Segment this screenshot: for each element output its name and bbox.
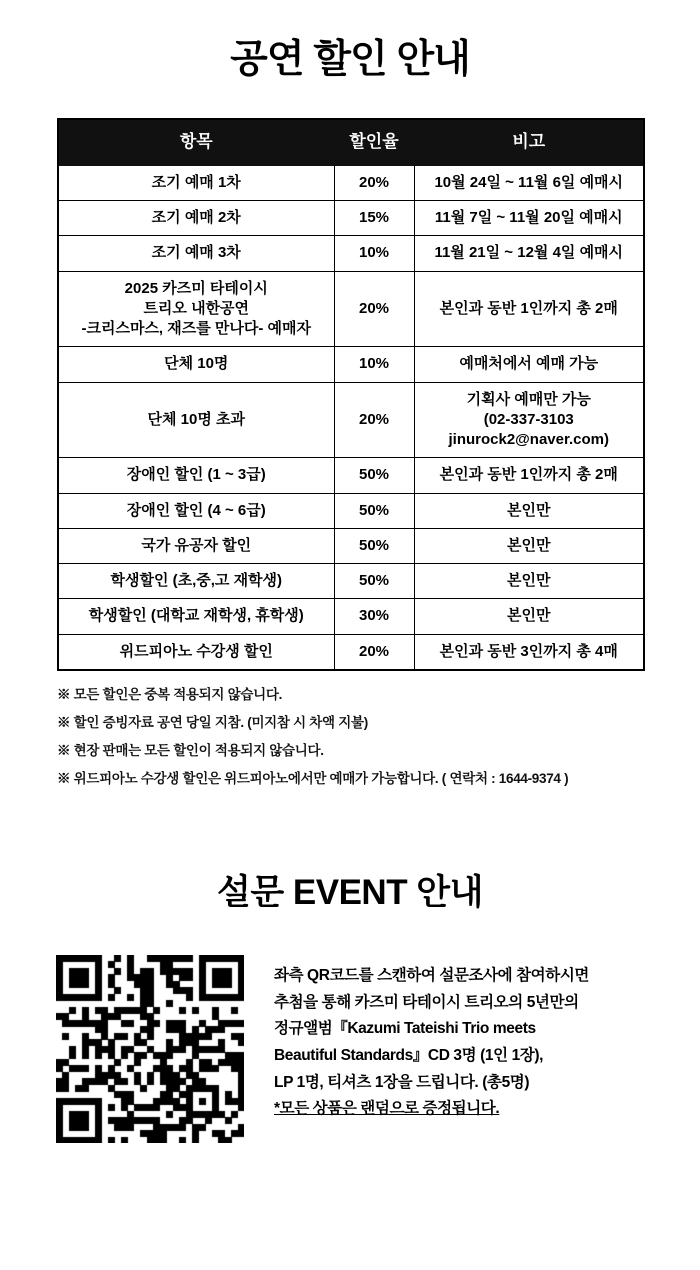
footnote-item: ※ 위드피아노 수강생 할인은 위드피아노에서만 예매가 가능합니다. ( 연락처 : 1644-9374 ) [57,770,569,786]
cell-rate: 30% [334,599,414,634]
cell-item: 장애인 할인 (1 ~ 3급) [58,458,334,493]
discount-table-wrapper [57,118,643,671]
cell-rate: 20% [334,271,414,347]
cell-rate: 20% [334,382,414,458]
table-row [58,165,644,200]
event-line: LP 1명, 티셔츠 1장을 드립니다. (총5명) [274,1073,530,1091]
table-row [58,564,644,599]
cell-note: 본인만 [414,493,644,528]
table-row [58,382,644,458]
table-row [58,236,644,271]
footnote-item: ※ 모든 할인은 중복 적용되지 않습니다. [57,686,283,702]
cell-item: 조기 예매 2차 [58,201,334,236]
column-header-rate: 할인율 [334,119,414,165]
cell-rate: 20% [334,165,414,200]
cell-rate: 50% [334,493,414,528]
cell-item: 장애인 할인 (4 ~ 6급) [58,493,334,528]
cell-rate: 10% [334,236,414,271]
page-title: 공연 할인 안내 [230,38,470,81]
cell-note: 본인과 동반 1인까지 총 2매 [414,271,644,347]
column-header-note: 비고 [414,119,644,165]
event-section [50,955,650,1143]
cell-rate: 15% [334,201,414,236]
column-header-item: 항목 [58,119,334,165]
cell-note: 본인만 [414,528,644,563]
qr-code-icon[interactable] [56,955,244,1143]
cell-note: 10월 24일 ~ 11월 6일 예매시 [414,165,644,200]
cell-item: 조기 예매 1차 [58,165,334,200]
cell-note: 본인만 [414,599,644,634]
cell-note: 본인과 동반 3인까지 총 4매 [414,634,644,670]
footnote-item: ※ 현장 판매는 모든 할인이 적용되지 않습니다. [57,742,324,758]
event-line: 추첨을 통해 카즈미 타테이시 트리오의 5년만의 [274,993,579,1011]
table-body [58,165,644,670]
cell-note: 11월 7일 ~ 11월 20일 예매시 [414,201,644,236]
table-row [58,347,644,382]
cell-item: 학생할인 (초,중,고 재학생) [58,564,334,599]
cell-item: 국가 유공자 할인 [58,528,334,563]
event-line: 좌측 QR코드를 스캔하여 설문조사에 참여하시면 [274,966,589,984]
cell-rate: 50% [334,528,414,563]
cell-rate: 50% [334,564,414,599]
cell-rate: 20% [334,634,414,670]
footnote-list [57,683,643,787]
event-line: Beautiful Standards』CD 3명 (1인 1장), [274,1046,544,1064]
qr-code-canvas [56,955,244,1143]
discount-table [57,118,645,671]
table-row [58,493,644,528]
cell-note: 예매처에서 예매 가능 [414,347,644,382]
cell-item: 위드피아노 수강생 할인 [58,634,334,670]
cell-item: 단체 10명 초과 [58,382,334,458]
cell-rate: 10% [334,347,414,382]
event-line: 정규앨범『Kazumi Tateishi Trio meets [274,1020,536,1038]
table-row [58,201,644,236]
cell-item: 2025 카즈미 타테이시 트리오 내한공연 -크리스마스, 재즈를 만나다- 예매자 [58,271,334,347]
event-description [274,955,589,1123]
event-emphasis-line: *모든 상품은 랜덤으로 증정됩니다. [274,1100,500,1118]
cell-note: 본인만 [414,564,644,599]
cell-note: 11월 21일 ~ 12월 4일 예매시 [414,236,644,271]
cell-note: 기획사 예매만 가능 (02-337-3103 jinurock2@naver.com) [414,382,644,458]
table-header-row [58,119,644,165]
footnote-item: ※ 할인 증빙자료 공연 당일 지참. (미지참 시 차액 지불) [57,714,368,730]
cell-note: 본인과 동반 1인까지 총 2매 [414,458,644,493]
table-header [58,119,644,165]
table-row [58,458,644,493]
event-section-title: 설문 EVENT 안내 [217,872,483,912]
table-row [58,271,644,347]
table-row [58,528,644,563]
cell-item: 단체 10명 [58,347,334,382]
cell-rate: 50% [334,458,414,493]
table-row [58,634,644,670]
cell-item: 학생할인 (대학교 재학생, 휴학생) [58,599,334,634]
table-row [58,599,644,634]
cell-item: 조기 예매 3차 [58,236,334,271]
